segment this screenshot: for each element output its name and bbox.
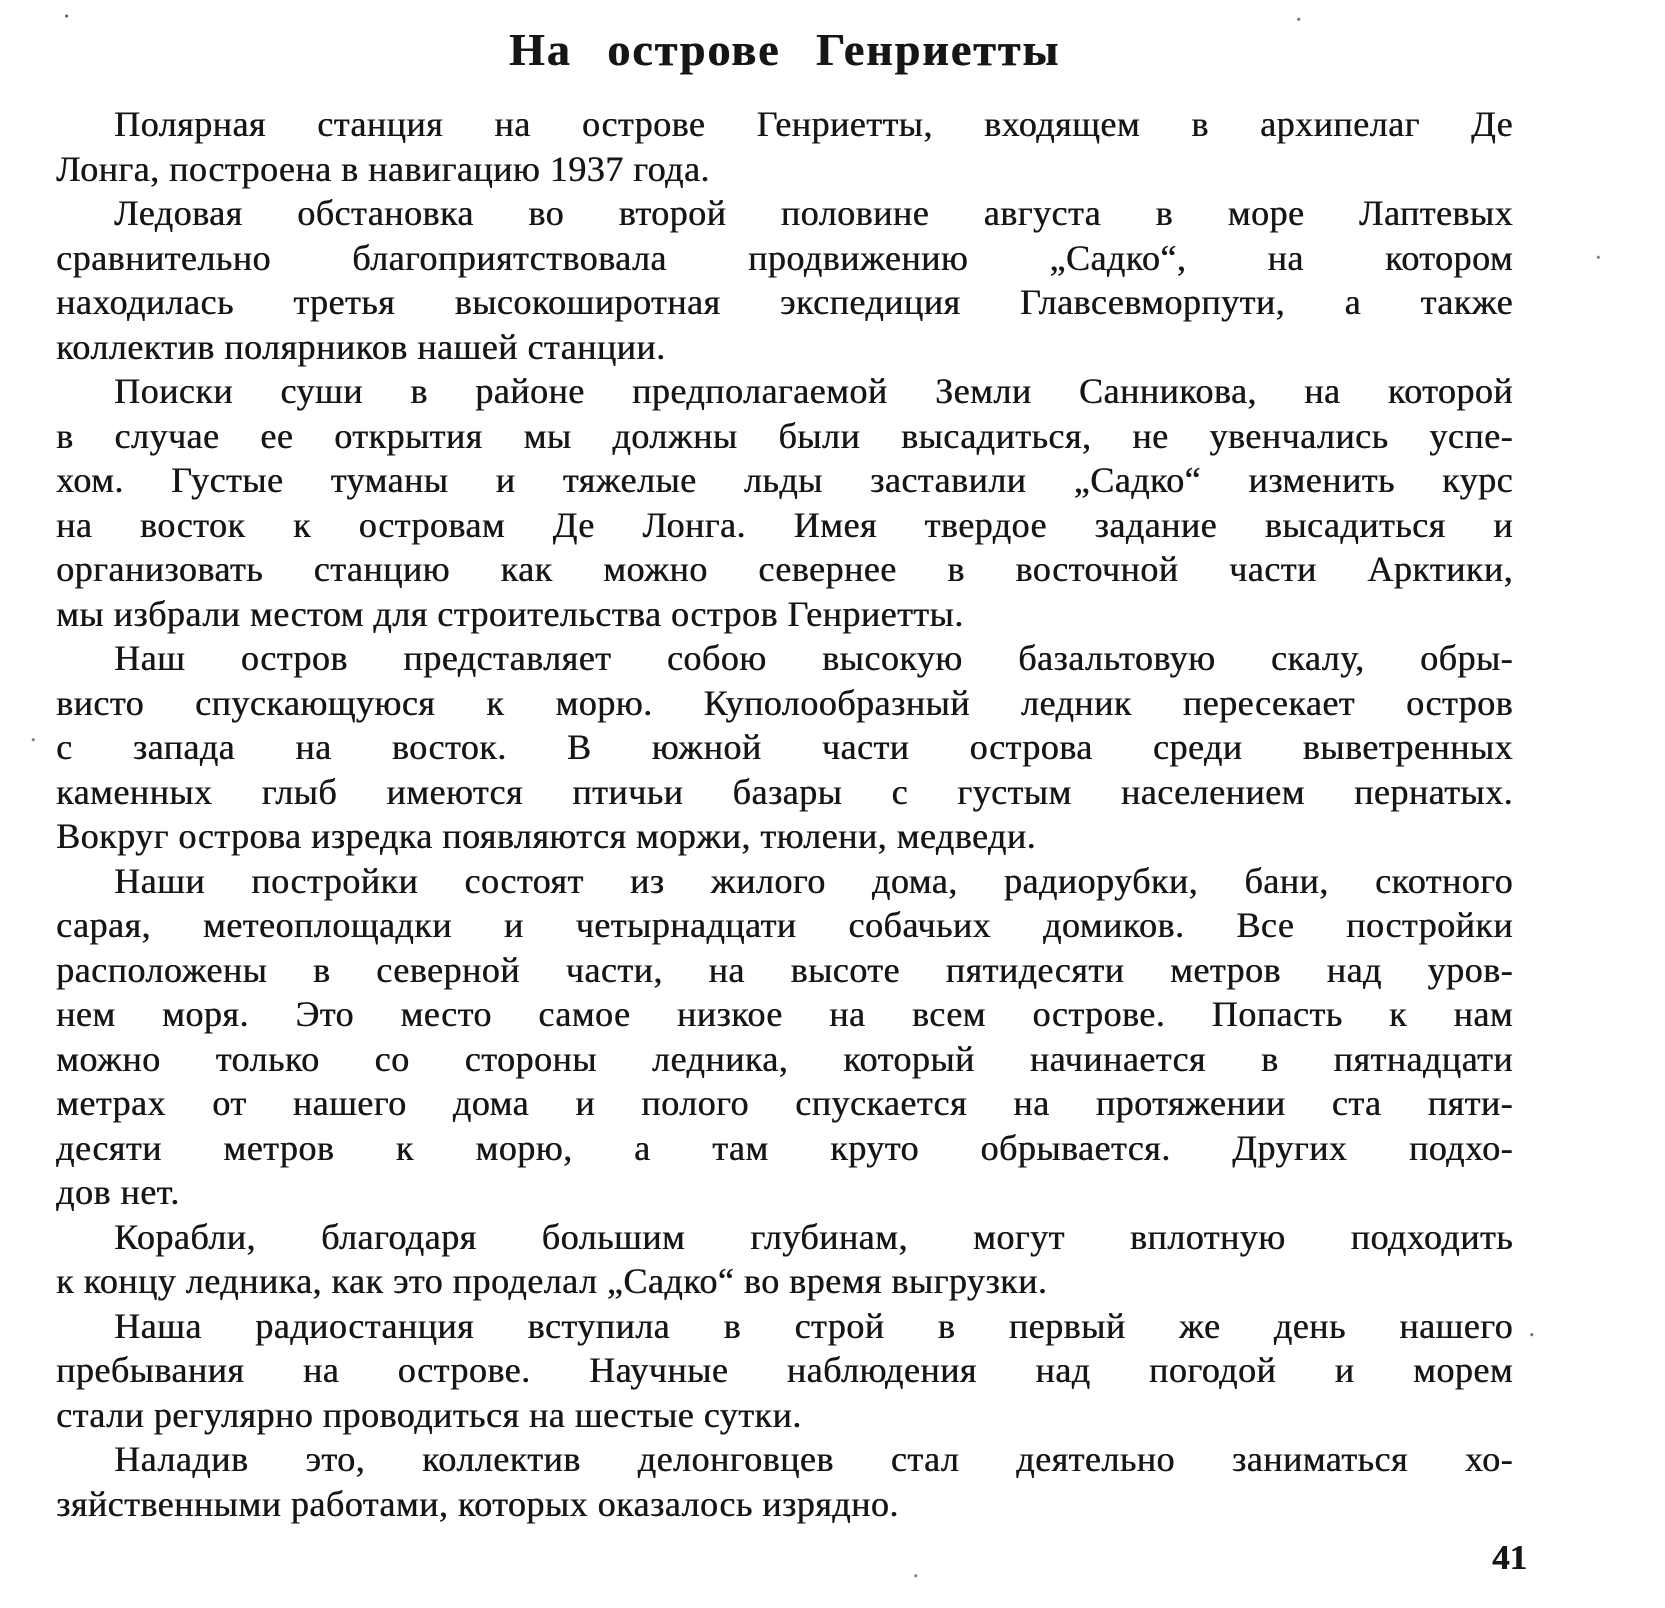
- text-line: коллектив полярников нашей станции.: [56, 326, 666, 367]
- text-line: стали регулярно проводиться на шестые сутки.: [56, 1394, 802, 1435]
- text-line: на восток к островам Де Лонга. Имея твердое задание высадиться и: [56, 504, 1513, 545]
- paragraph: [56, 1437, 1513, 1526]
- text-line: с запада на восток. В южной части острова среди выветренных: [56, 727, 1513, 767]
- paragraph: [56, 1215, 1513, 1304]
- text-line: можно только со стороны ледника, который начинается в пятнадцати: [56, 1038, 1513, 1079]
- paragraph: [56, 1304, 1513, 1438]
- text-line: метрах от нашего дома и полого спускается на протяжении ста пяти-: [56, 1083, 1513, 1123]
- text-line: Ледовая обстановка во второй половине августа в море Лаптевых: [114, 193, 1513, 233]
- paragraph: [56, 102, 1513, 191]
- text-line: Наша радиостанция вступила в строй в первый же день нашего: [114, 1305, 1513, 1346]
- text-line: Наш остров представляет собою высокую базальтовую скалу, обры-: [114, 638, 1513, 678]
- text-line: дов нет.: [56, 1172, 180, 1212]
- text-line: каменных глыб имеются птичьи базары с густым населением пернатых.: [56, 771, 1513, 812]
- text-line: Корабли, благодаря большим глубинам, могут вплотную подходить: [114, 1216, 1513, 1257]
- text-line: к концу ледника, как это проделал „Садко“ во время выгрузки.: [56, 1261, 1048, 1301]
- paragraph: [56, 191, 1513, 369]
- text-line: Вокруг острова изредка появляются моржи, тюлени, медведи.: [56, 816, 1036, 856]
- text-line: нем моря. Это место самое низкое на всем острове. Попасть к нам: [56, 994, 1513, 1034]
- text-line: хом. Густые туманы и тяжелые льды заставили „Садко“ изменить курс: [56, 460, 1513, 500]
- text-line: Поиски суши в районе предполагаемой Земли Санникова, на которой: [114, 371, 1513, 411]
- body-text: [56, 102, 1513, 1526]
- text-line: Лонга, построена в навигацию 1937 года.: [56, 148, 710, 189]
- text-line: мы избрали местом для строительства остров Генриетты.: [56, 593, 964, 634]
- text-line: Полярная станция на острове Генриетты, входящем в архипелаг Де: [114, 104, 1513, 144]
- text-line: расположены в северной части, на высоте пятидесяти метров над уров-: [56, 949, 1513, 990]
- text-line: десяти метров к морю, а там круто обрывается. Других подхо-: [56, 1127, 1513, 1168]
- paragraph: [56, 859, 1513, 1215]
- text-line: сарая, метеоплощадки и четырнадцати собачьих домиков. Все постройки: [56, 905, 1513, 945]
- text-line: Наладив это, коллектив делонговцев стал деятельно заниматься хо-: [114, 1439, 1513, 1479]
- text-line: сравнительно благоприятствовала продвижению „Садко“, на котором: [56, 237, 1513, 278]
- text-line: организовать станцию как можно севернее в восточной части Арктики,: [56, 549, 1513, 589]
- text-line: в случае ее открытия мы должны были высадиться, не увенчались успе-: [56, 415, 1513, 456]
- text-line: висто спускающуюся к морю. Куполообразный ледник пересекает остров: [56, 682, 1513, 723]
- text-line: пребывания на острове. Научные наблюдения над погодой и морем: [56, 1350, 1513, 1390]
- paragraph: [56, 369, 1513, 636]
- text-line: находилась третья высокоширотная экспедиция Главсевморпути, а также: [56, 282, 1513, 322]
- text-line: Наши постройки состоят из жилого дома, радиорубки, бани, скотного: [114, 860, 1513, 901]
- page-number: 41: [1492, 1538, 1527, 1577]
- text-line: зяйственными работами, которых оказалось изрядно.: [56, 1483, 899, 1524]
- paragraph: [56, 636, 1513, 859]
- page-title: На острове Генриетты: [508, 24, 1061, 75]
